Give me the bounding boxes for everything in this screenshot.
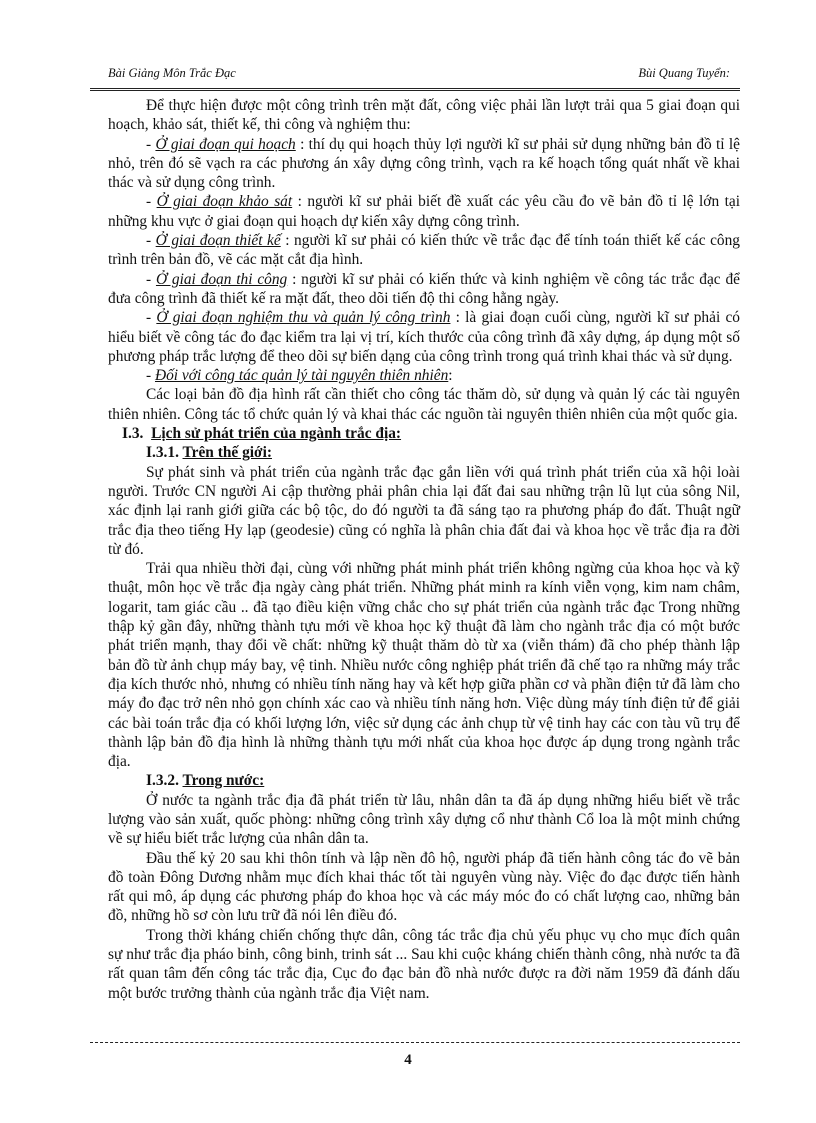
intro-paragraph: Để thực hiện được một công trình trên mặt đất, công việc phải lần lượt trải qua 5 giai đoạn qui hoạch, khảo sát, thiết kế, thi công và nghiệm thu:	[108, 97, 740, 134]
section-heading	[108, 424, 740, 443]
stage-text: người kĩ sư phải biết đề xuất các yêu cầu đo vẽ bản đồ tỉ lệ lớn tại những khu vực ở giai đoạn qui hoạch dự kiến xây dựng công trình.	[108, 193, 740, 230]
subsection-number: I.3.2.	[146, 772, 179, 790]
header-divider	[90, 88, 740, 91]
stage-item: - Ở giai đoạn thi công : người kĩ sư phải có kiến thức và kinh nghiệm về công tác trắc đạc để đưa công trình đã thiết kế ra mặt đất, theo dõi tiến độ thi công hằng ngày.	[108, 270, 740, 307]
domestic-paragraph: Ở nước ta ngành trắc địa đã phát triển từ lâu, nhân dân ta đã áp dụng những hiểu biết về trắc lượng vào sản xuất, quốc phòng: những công trình xây dựng cổ như thành Cổ loa là một minh chứng về sự hiểu biết trắc lượng của nhân dân ta.	[108, 791, 740, 848]
header-course-title: Bài Giảng Môn Trắc Đạc	[108, 66, 236, 80]
stage-item: - Ở giai đoạn nghiệm thu và quản lý công trình : là giai đoạn cuối cùng, người kĩ sư phải có hiểu biết về công tác đo đạc kiểm tra lại vị trí, kích thước của công trình đã xây dựng, áp dụng một số phương pháp trắc lượng để theo dõi sự biến dạng của công trình trong quá trình khai thác và sử dụng.	[108, 309, 740, 365]
domestic-paragraph: Trong thời kháng chiến chống thực dân, công tác trắc địa chủ yếu phục vụ cho mục đích quân sự như trắc địa pháo binh, công binh, trinh sát ... Sau khi cuộc kháng chiến thành công, nhà nước ta đã rất quan tâm đến công tác trắc địa, Cục đo đạc bản đồ nhà nước được ra đời năm 1959 đã đánh dấu một bước trưởng thành của ngành trắc địa Việt nam.	[108, 926, 740, 1002]
world-paragraph: Trải qua nhiều thời đại, cùng với những phát minh phát triển không ngừng của khoa học và kỹ thuật, môn học về trắc địa ngày càng phát triển. Những phát minh ra kính viễn vọng, kim nam châm, logarit, tam giác cầu .. đã tạo điều kiện vững chắc cho sự phát triển của ngành trắc đạc Trong những thập kỷ gần đây, những thành tựu mới về khoa học kỹ thuật đã làm cho ngành trắc địa có một bước phát triển mạnh, thay đổi về chất: những kỹ thuật thăm dò từ xa (viễn thám) đã cho phép thành lập bản đồ từ ảnh chụp máy bay, vệ tinh. Nhiều nước công nghiệp phát triển đã chế tạo ra những máy trắc địa kích thước nhỏ, nhưng có nhiều tính năng hay và kết hợp giữa phần cơ và phần điện tử đã làm cho máy đo đạc trở nên nhỏ gọn chính xác cao và nhiều tính năng hơn. Việc dùng máy tính điện tử để giải các bài toán trắc địa có khối lượng lớn, việc sử dụng các ảnh chụp từ vệ tinh hay các con tàu vũ trụ để thành lập bản đồ địa hình là những thành tựu mới nhất của khoa học được áp dụng trong ngành trắc địa.	[108, 560, 740, 771]
stage-term: Ở giai đoạn qui hoạch	[155, 135, 296, 153]
stage-term: Ở giai đoạn thi công	[155, 270, 288, 288]
stage-item: - Đối với công tác quản lý tài nguyên thiên nhiên:	[146, 367, 453, 385]
section-number: I.3.	[122, 425, 144, 443]
stage-text: là giai đoạn cuối cùng, người kĩ sư phải có hiểu biết về công tác đo đạc kiểm tra lại vị trí, kích thước của công trình đã xây dựng, áp dụng một số phương pháp trắc lượng để theo dõi sự biến dạng của công trình trong quá trình khai thác và sử dụng.	[108, 309, 740, 365]
page-body	[108, 96, 740, 1003]
section-title: Lịch sử phát triển của ngành trắc địa:	[151, 425, 402, 443]
stage-term: Đối với công tác quản lý tài nguyên thiên nhiên	[154, 367, 449, 385]
stage-term: Ở giai đoạn nghiệm thu và quản lý công trình	[156, 309, 451, 327]
header-author: Bùi Quang Tuyển:	[638, 66, 730, 80]
stage-text: người kĩ sư phải có kiến thức và kinh nghiệm về công tác trắc đạc để đưa công trình đã thiết kế ra mặt đất, theo dõi tiến độ thi công hằng ngày.	[108, 270, 740, 307]
subsection-heading-domestic	[108, 771, 740, 790]
stage-text: thí dụ qui hoạch thủy lợi người kĩ sư phải sử dụng những bản đồ tỉ lệ nhỏ, trên đó sẽ vạch ra các phương án xây dựng công trình, vạch ra kế hoạch tổng quát nhất về khai thác và sử dụng công trình.	[108, 135, 740, 192]
subsection-title: Trong nước:	[182, 772, 265, 790]
subsection-heading-world	[108, 443, 740, 462]
subsection-number: I.3.1.	[146, 444, 179, 462]
stage-item: - Ở giai đoạn thiết kế : người kĩ sư phải có kiến thức về trắc đạc để tính toán thiết kế các công trình trên bản đồ, vẽ các mặt cắt địa hình.	[108, 232, 740, 269]
stage-item: - Ở giai đoạn khảo sát : người kĩ sư phải biết đề xuất các yêu cầu đo vẽ bản đồ tỉ lệ lớn tại những khu vực ở giai đoạn qui hoạch dự kiến xây dựng công trình.	[108, 193, 740, 230]
resource-paragraph: Các loại bản đồ địa hình rất cần thiết cho công tác thăm dò, sử dụng và quản lý các tài nguyên thiên nhiên. Công tác tổ chức quản lý và khai thác các nguồn tài nguyên thiên nhiên của một quốc gia.	[108, 386, 740, 423]
page-header	[108, 66, 730, 84]
footer-divider	[90, 1042, 740, 1043]
world-paragraph: Sự phát sinh và phát triển của ngành trắc đạc gắn liền với quá trình phát triển của xã hội loài người. Trước CN người Ai cập thường phải phân chia lại đất đai sau những trận lũ lụt của sông Nil, xác định lại ranh giới giữa các bộ tộc, do đó người ta đã sáng tạo ra phương pháp đo đất. Thuật ngữ trắc địa theo tiếng Hy lạp (geodesie) cũng có nghĩa là phân chia đất đai và khoa học về trắc địa ra đời từ đó.	[108, 463, 740, 558]
domestic-paragraph: Đầu thế kỷ 20 sau khi thôn tính và lập nền đô hộ, người pháp đã tiến hành công tác đo vẽ bản đồ toàn Đông Dương nhằm mục đích khai thác tốt tài nguyên vùng này. Việc đo đạc được tiến hành rất qui mô, áp dụng các phương pháp đo khoa học và các máy móc đo có chất lượng cao, những bản đồ, những hồ sơ còn lưu trữ đã nói lên điều đó.	[108, 849, 740, 925]
stage-term: Ở giai đoạn khảo sát	[156, 193, 293, 211]
stage-text: người kĩ sư phải có kiến thức về trắc đạc để tính toán thiết kế các công trình trên bản đồ, vẽ các mặt cắt địa hình.	[108, 232, 740, 269]
page-number: 4	[404, 1052, 412, 1068]
subsection-title: Trên thế giới:	[182, 444, 272, 462]
stage-item: - Ở giai đoạn qui hoạch : thí dụ qui hoạch thủy lợi người kĩ sư phải sử dụng những bản đồ tỉ lệ nhỏ, trên đó sẽ vạch ra các phương án xây dựng công trình, vạch ra kế hoạch tổng quát nhất về khai thác và sử dụng công trình.	[108, 135, 740, 192]
stage-term: Ở giai đoạn thiết kế	[155, 232, 281, 250]
